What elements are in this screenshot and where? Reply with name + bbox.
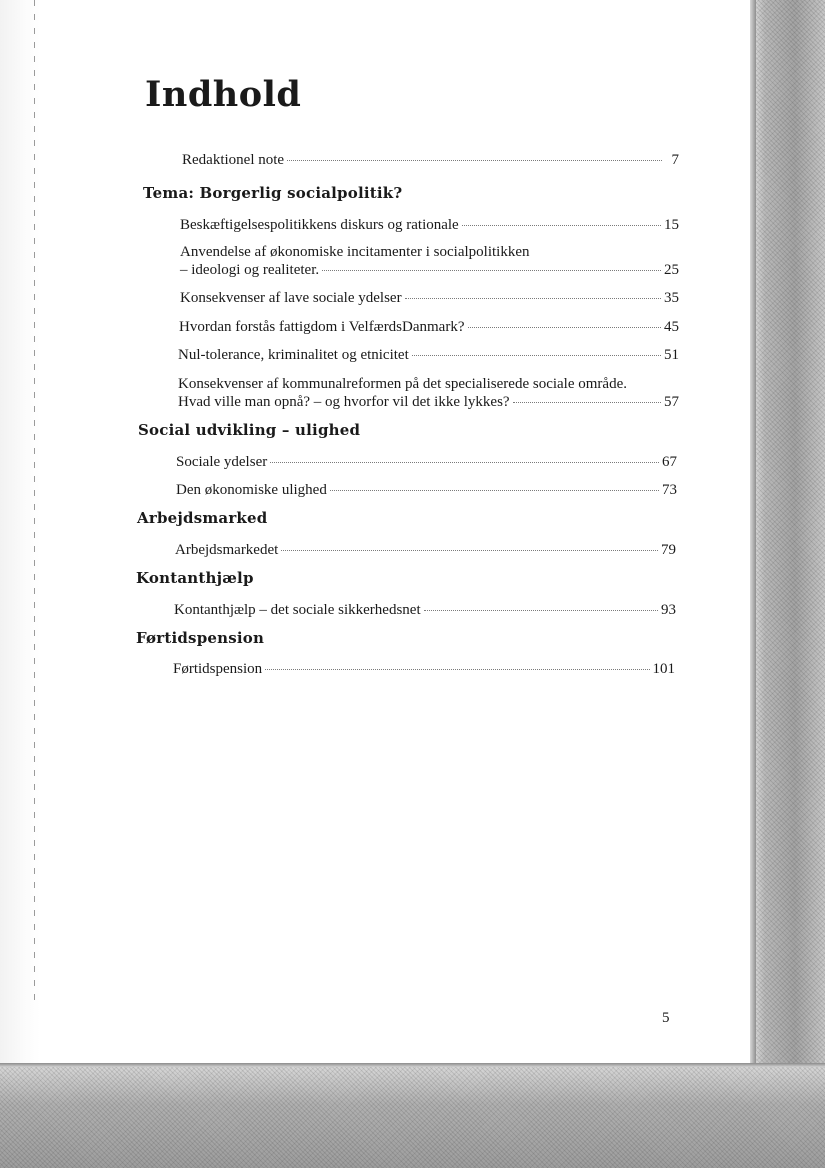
toc-entry-label: Den økonomiske ulighed xyxy=(176,482,327,498)
toc-entry-page: 15 xyxy=(664,217,679,233)
leader-dots xyxy=(287,160,662,161)
section-heading-arbejdsmarked: Arbejdsmarked xyxy=(137,509,268,527)
section-heading-social-udvikling: Social udvikling – ulighed xyxy=(138,421,361,439)
toc-entry[interactable] xyxy=(176,453,677,471)
leader-dots xyxy=(322,270,661,271)
toc-entry-page: 67 xyxy=(662,454,677,470)
leader-dots xyxy=(265,669,649,670)
toc-entry[interactable] xyxy=(175,541,676,559)
leader-dots xyxy=(424,610,658,611)
leader-dots xyxy=(330,490,659,491)
toc-entry[interactable] xyxy=(178,346,679,364)
toc-entry-page: 25 xyxy=(664,262,679,278)
leader-dots xyxy=(412,355,661,356)
toc-entry-label: Konsekvenser af lave sociale ydelser xyxy=(180,290,402,306)
toc-entry[interactable] xyxy=(176,481,677,499)
toc-entry-page: 57 xyxy=(664,394,679,410)
toc-entry-label: – ideologi og realiteter. xyxy=(180,262,320,278)
scan-bottom-shadow xyxy=(0,1063,825,1168)
toc-entry[interactable] xyxy=(180,243,679,279)
toc-entry-page: 79 xyxy=(661,542,676,558)
toc-entry-page: 73 xyxy=(662,482,677,498)
toc-entry-label: Kontanthjælp – det sociale sikkerhedsnet xyxy=(174,602,421,618)
toc-entry[interactable] xyxy=(178,375,679,411)
page-number: 5 xyxy=(662,1010,670,1026)
section-heading-tema: Tema: Borgerlig socialpolitik? xyxy=(143,184,403,202)
toc-entry[interactable] xyxy=(173,660,675,678)
toc-entry-label-line1: Anvendelse af økonomiske incitamenter i socialpolitikken xyxy=(180,244,530,260)
leader-dots xyxy=(513,402,661,403)
section-heading-fortidspension: Førtidspension xyxy=(136,629,265,647)
toc-entry-redaktionel-note[interactable] xyxy=(182,151,679,169)
toc-entry[interactable] xyxy=(174,601,676,619)
toc-entry[interactable] xyxy=(179,318,679,336)
scan-left-edge xyxy=(0,0,40,1168)
leader-dots xyxy=(281,550,658,551)
toc-entry-label: Hvad ville man opnå? – og hvorfor vil det ikke lykkes? xyxy=(178,394,510,410)
toc-entry-label-line1: Konsekvenser af kommunalreformen på det specialiserede sociale område. xyxy=(178,376,627,392)
toc-entry-page: 93 xyxy=(661,602,676,618)
section-heading-kontanthjaelp: Kontanthjælp xyxy=(136,569,254,587)
toc-entry-label: Nul-tolerance, kriminalitet og etnicitet xyxy=(178,347,409,363)
toc-entry[interactable] xyxy=(180,289,679,307)
leader-dots xyxy=(462,225,661,226)
leader-dots xyxy=(270,462,659,463)
toc-entry-label: Førtidspension xyxy=(173,661,263,677)
toc-entry-page: 35 xyxy=(664,290,679,306)
leader-dots xyxy=(468,327,662,328)
leader-dots xyxy=(405,298,661,299)
toc-entry-label: Arbejdsmarkedet xyxy=(175,542,279,558)
toc-entry-page: 45 xyxy=(664,319,679,335)
toc-entry-label: Sociale ydelser xyxy=(176,454,268,470)
toc-entry-label: Hvordan forstås fattigdom i VelfærdsDanmark? xyxy=(179,319,465,335)
toc-entry-label: Redaktionel note xyxy=(182,152,285,168)
page-title: Indhold xyxy=(145,74,302,115)
toc-entry-label: Beskæftigelsespolitikkens diskurs og rationale xyxy=(180,217,459,233)
toc-entry[interactable] xyxy=(180,216,679,234)
toc-entry-page: 51 xyxy=(664,347,679,363)
scan-right-shadow xyxy=(750,0,825,1168)
toc-entry-page: 101 xyxy=(652,661,675,677)
toc-entry-page: 7 xyxy=(671,152,679,168)
